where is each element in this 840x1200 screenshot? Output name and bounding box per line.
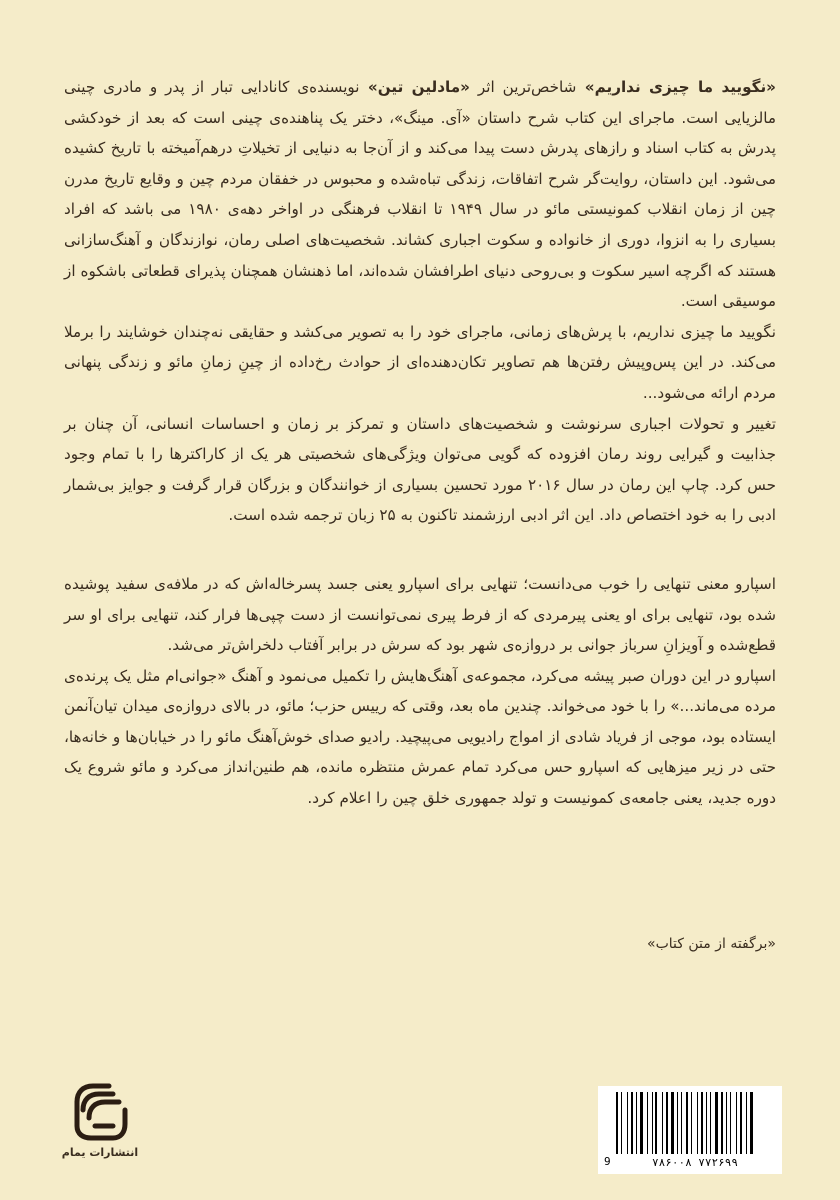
book-title-open: « xyxy=(766,78,776,96)
barcode-bar xyxy=(750,1092,753,1154)
barcode-lead-digit: 9 xyxy=(604,1155,611,1168)
barcode-bar xyxy=(710,1092,711,1154)
excerpt-paragraph-2: اسپارو در این دوران صبر پیشه می‌کرد، مجموعه‌ی آهنگ‌هایش را تکمیل می‌نمود و آهنگ «جوانی‌ام مثل یک پرنده‌ی مرده می‌ماند...» را با خود می‌خواند. چندین ماه بعد، وقتی که رییس حزب؛ مائو، در بالای دروازه‌ی میدان تیان‌آنمن ایستاده بود، موجی از فریاد شادی از امواج رادیویی می‌پیچید. رادیو صدای خوش‌آهنگ مائو را در خیابان‌ها و خانه‌ها، حتی در زیر میزهایی که اسپارو حس می‌کرد تمام عمرش منتظره مانده، هم طنین‌انداز می‌کرد و مائو شروع یک دوره جدید، یعنی جامعه‌ی کمونیست و تولد جمهوری خلق چین را اعلام کرد. xyxy=(64,666,776,808)
source-note: «برگفته از متن کتاب» xyxy=(647,936,776,952)
barcode-bar xyxy=(706,1092,707,1154)
author-name: مادلین تین xyxy=(377,78,461,96)
blurb-text xyxy=(64,72,776,814)
barcode-bar xyxy=(736,1092,737,1154)
barcode-bar xyxy=(655,1092,657,1154)
author-open: « xyxy=(460,78,470,96)
barcode-bar xyxy=(730,1092,731,1154)
barcode-bar xyxy=(740,1092,742,1154)
barcode-bar xyxy=(701,1092,703,1154)
author-close: » xyxy=(359,78,378,96)
synopsis-paragraph-1 xyxy=(64,72,776,317)
barcode-bar xyxy=(662,1092,663,1154)
publisher-name: انتشارات یمام xyxy=(61,1146,139,1159)
publisher-logo-icon xyxy=(69,1080,131,1144)
barcode-bar xyxy=(677,1092,678,1154)
synopsis-p1-lead: شاخص‌ترین اثر xyxy=(469,78,577,96)
barcode-bar xyxy=(671,1092,674,1154)
synopsis-paragraph-2: نگویید ما چیزی نداریم، با پرش‌های زمانی، ماجرای خود را به تصویر می‌کشد و حقایقی نه‌چندان خوشایند را برملا می‌کند. در این پس‌وپیش رفتن‌ها هم تصاویر تکان‌دهنده‌ای از حوادث رخ‌داده از چینِ زمانِ مائو و زندگی پنهانی مردم ارائه می‌شود... xyxy=(64,322,776,402)
barcode-bar xyxy=(681,1092,682,1154)
book-title-close: » xyxy=(576,78,595,96)
book-title: نگویید ما چیزی نداریم xyxy=(594,78,767,96)
barcode-bar xyxy=(636,1092,637,1154)
barcode-bar xyxy=(616,1092,618,1154)
excerpt-paragraph-1: اسپارو معنی تنهایی را خوب می‌دانست؛ تنهایی برای اسپارو یعنی جسد پسرخاله‌اش که در ملافه‌ی سفید پوشیده شده بود، تنهایی برای او یعنی پیرمردی که از فرط پیری نمی‌توانست از دست چپی‌ها فرار کند، تنهایی برای او سر قطع‌شده و آویزانِ سرباز جوانی بر دروازه‌ی شهر بود که سرش در برابر آفتاب دلخراش‌تر می‌شد. xyxy=(64,574,776,655)
barcode-bar xyxy=(640,1092,643,1154)
barcode-bar xyxy=(691,1092,692,1154)
barcode-bar xyxy=(652,1092,653,1154)
barcode-bar xyxy=(686,1092,688,1154)
barcode-bar xyxy=(621,1092,622,1154)
isbn-barcode xyxy=(598,1086,782,1174)
synopsis-p1-body: نویسنده‌ی کانادایی تبار از پدر و مادری چینی مالزیایی است. ماجرای این کتاب شرح داستان «آی. مینگ»، دختر یک پناهنده‌ی چینی است که بعد از خودکشی پدرش به کتاب اسناد و رازهای پدرش دست پیدا می‌کند و از آن‌جا به دنیایی از تخیلاتِ درهم‌آمیخته با تاریخ کشیده می‌شود. این داستان، روایت‌گر شرح اتفاقات، زندگی تباه‌شده و محبوس در خفقان مردم چین و وقایع تاریخ مدرن چین از زمان انقلاب کمونیستی مائو در سال ۱۹۴۹ تا انقلاب فرهنگی در اواخر دهه‌ی ۱۹۸۰ می باشد که افراد بسیاری را به انزوا، دوری از خانواده و سکوت اجباری کشاند. شخصیت‌های اصلی رمان، نوازندگان و آهنگ‌سازانی هستند که اگرچه اسیر سکوت و بی‌روحی دنیای اطرافشان شده‌اند، اما ذهنشان همچنان پذیرای قطعاتی باشکوه از موسیقی است. xyxy=(64,78,777,311)
barcode-bars xyxy=(616,1092,774,1154)
barcode-bar xyxy=(666,1092,668,1154)
synopsis-paragraph-3: تغییر و تحولات اجباری سرنوشت و شخصیت‌های داستان و تمرکز بر زمان و احساسات انسانی، آن چنان بر جذابیت و گیرایی روند رمان افزوده که گویی می‌توان ویژگی‌های شخصیتی هر یک از کاراکترها را با تمام وجود حس کرد. چاپ این رمان در سال ۲۰۱۶ مورد تحسین بسیاری از خوانندگان و بزرگان قرار گرفت و جوایز بی‌شمار ادبی را به خود اختصاص داد. این اثر ادبی ارزشمند تاکنون به ۲۵ زبان ترجمه شده است. xyxy=(64,414,776,525)
barcode-bar xyxy=(726,1092,727,1154)
barcode-digits: ۷۸۶۰۰۸ ۷۷۲۶۹۹ xyxy=(651,1156,739,1169)
barcode-bar xyxy=(647,1092,648,1154)
barcode-bar xyxy=(697,1092,698,1154)
barcode-bar xyxy=(721,1092,723,1154)
barcode-bar xyxy=(746,1092,747,1154)
publisher-logo xyxy=(60,1080,140,1180)
barcode-bar xyxy=(715,1092,718,1154)
barcode-bar xyxy=(631,1092,633,1154)
barcode-bar xyxy=(627,1092,628,1154)
section-spacer xyxy=(64,531,776,569)
